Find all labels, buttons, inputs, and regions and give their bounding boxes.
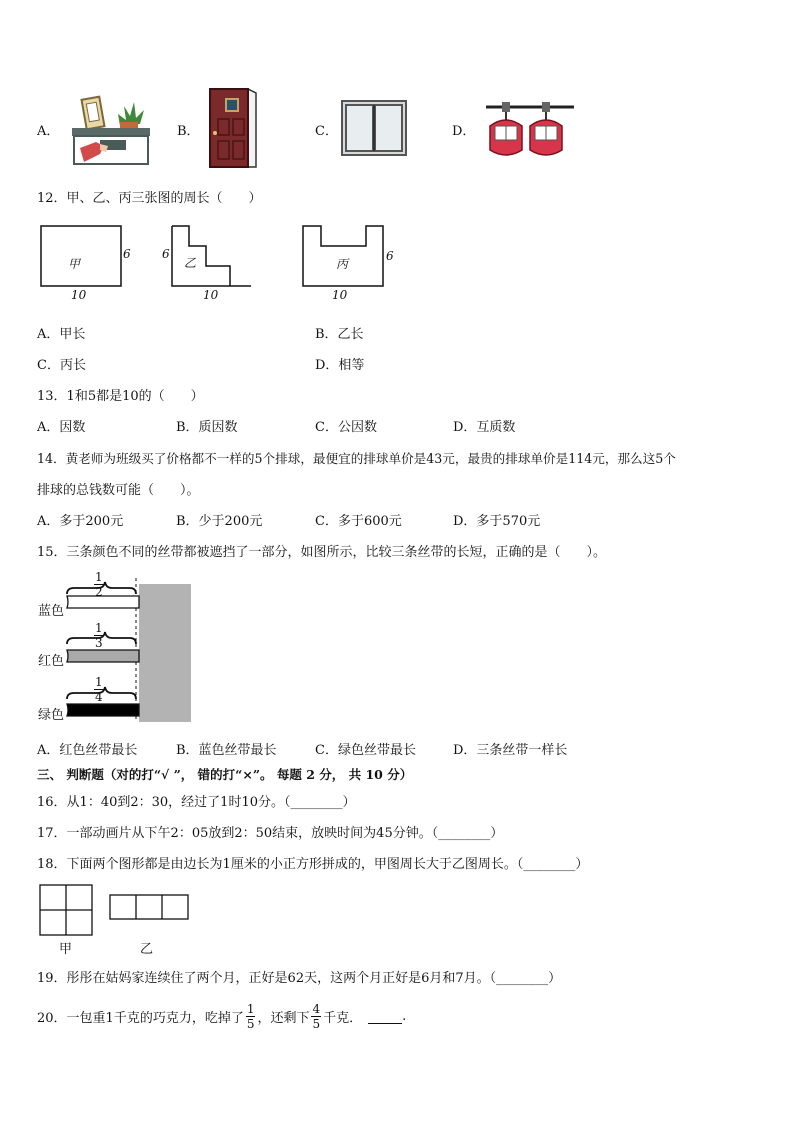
q11-option-a-label: A． bbox=[37, 124, 60, 139]
q12-figure-yi-height: 6 bbox=[162, 247, 170, 261]
q14-option-c[interactable]: C．多于600元 bbox=[315, 514, 402, 529]
q20-fraction-left: $\frac{4}{5}$ bbox=[312, 1001, 321, 1031]
q14-stem-line1: 14．黄老师为班级买了价格都不一样的5个排球，最便宜的排球单价是43元，最贵的排球单价是114元，那么这5个 bbox=[37, 451, 676, 466]
q16-text: 16．从1：40到2：30，经过了1时10分。（________） bbox=[37, 795, 356, 810]
q14-option-b[interactable]: B．少于200元 bbox=[176, 514, 263, 529]
q11-option-d-label: D． bbox=[452, 124, 476, 139]
q18-text: 18．下面两个图形都是由边长为1厘米的小正方形拼成的，甲图周长大于乙图周长。（________） bbox=[37, 857, 589, 872]
q19-text: 19．彤彤在姑妈家连续住了两个月，正好是62天，这两个月正好是6月和7月。（________） bbox=[37, 971, 562, 986]
q12-figure-jia-height: 6 bbox=[123, 247, 131, 261]
q15-fraction-blue: $\frac{1}{2}$ bbox=[95, 570, 103, 599]
q13-option-c[interactable]: C．公因数 bbox=[315, 420, 377, 435]
q14-option-d[interactable]: D．多于570元 bbox=[453, 514, 541, 529]
q12-option-a[interactable]: A．甲长 bbox=[37, 327, 86, 342]
door-icon bbox=[208, 87, 258, 169]
q11-option-b-label: B． bbox=[177, 124, 200, 139]
q14-option-a[interactable]: A．多于200元 bbox=[37, 514, 124, 529]
q14-stem-line2: 排球的总钱数可能（ ）。 bbox=[37, 483, 200, 498]
q15-label-green: 绿色 bbox=[38, 708, 65, 723]
q20-answer-blank[interactable] bbox=[368, 1009, 402, 1024]
q15-label-red: 红色 bbox=[38, 654, 65, 669]
q15-stem: 15．三条颜色不同的丝带都被遮挡了一部分，如图所示，比较三条丝带的长短，正确的是（ ）。 bbox=[37, 545, 607, 560]
q13-stem: 13．1和5都是10的（ ） bbox=[37, 389, 204, 404]
q15-option-a[interactable]: A．红色丝带最长 bbox=[37, 743, 138, 758]
q18-label-jia: 甲 bbox=[59, 942, 73, 957]
q12-figure-yi-name: 乙 bbox=[184, 256, 197, 270]
q15-fraction-red: $\frac{1}{3}$ bbox=[95, 621, 103, 650]
q12-figure-jia bbox=[36, 222, 146, 308]
q13-option-b[interactable]: B．质因数 bbox=[176, 420, 238, 435]
q20-part1: 20．一包重1千克的巧克力，吃掉了 bbox=[37, 1010, 244, 1026]
q20-part2: ，还剩下 bbox=[257, 1010, 310, 1026]
q20-fraction-eaten: $\frac{1}{5}$ bbox=[246, 1001, 255, 1031]
section-3-title: 三、 判断题（对的打“√ ”， 错的打“×”。 每题 2 分， 共 10 分） bbox=[37, 767, 413, 782]
q11-option-c-label: C． bbox=[315, 124, 338, 139]
q17-text: 17．一部动画片从下午2：05放到2：50结束，放映时间为45分钟。（________） bbox=[37, 826, 504, 841]
q18-figures bbox=[38, 883, 198, 943]
q12-option-d[interactable]: D．相等 bbox=[315, 358, 365, 373]
q12-figure-bing-width: 10 bbox=[332, 288, 348, 302]
q12-figure-bing-name: 丙 bbox=[336, 257, 349, 271]
q15-fraction-green: $\frac{1}{4}$ bbox=[95, 675, 103, 704]
q12-figure-bing-height: 6 bbox=[386, 249, 394, 263]
q13-option-a[interactable]: A．因数 bbox=[37, 420, 86, 435]
cable-car-icon bbox=[484, 98, 576, 160]
q20-part3: 千克． bbox=[323, 1010, 363, 1026]
q20-tail: . bbox=[402, 1008, 407, 1024]
q12-figure-yi-width: 10 bbox=[203, 288, 219, 302]
q12-figure-jia-name: 甲 bbox=[68, 257, 81, 271]
q13-option-d[interactable]: D．互质数 bbox=[453, 420, 516, 435]
fireplace-drawer-icon bbox=[70, 88, 152, 166]
q15-option-c[interactable]: C．绿色丝带最长 bbox=[315, 743, 416, 758]
q12-figure-jia-width: 10 bbox=[71, 288, 87, 302]
q15-option-d[interactable]: D．三条丝带一样长 bbox=[453, 743, 568, 758]
q18-label-yi: 乙 bbox=[140, 942, 154, 957]
q20-line bbox=[37, 996, 406, 1036]
q15-option-b[interactable]: B．蓝色丝带最长 bbox=[176, 743, 277, 758]
sliding-window-icon bbox=[341, 100, 407, 156]
q12-option-b[interactable]: B．乙长 bbox=[315, 327, 364, 342]
q12-stem: 12．甲、乙、丙三张图的周长（ ） bbox=[37, 191, 262, 206]
q15-label-blue: 蓝色 bbox=[38, 604, 65, 619]
q12-option-c[interactable]: C．丙长 bbox=[37, 358, 86, 373]
